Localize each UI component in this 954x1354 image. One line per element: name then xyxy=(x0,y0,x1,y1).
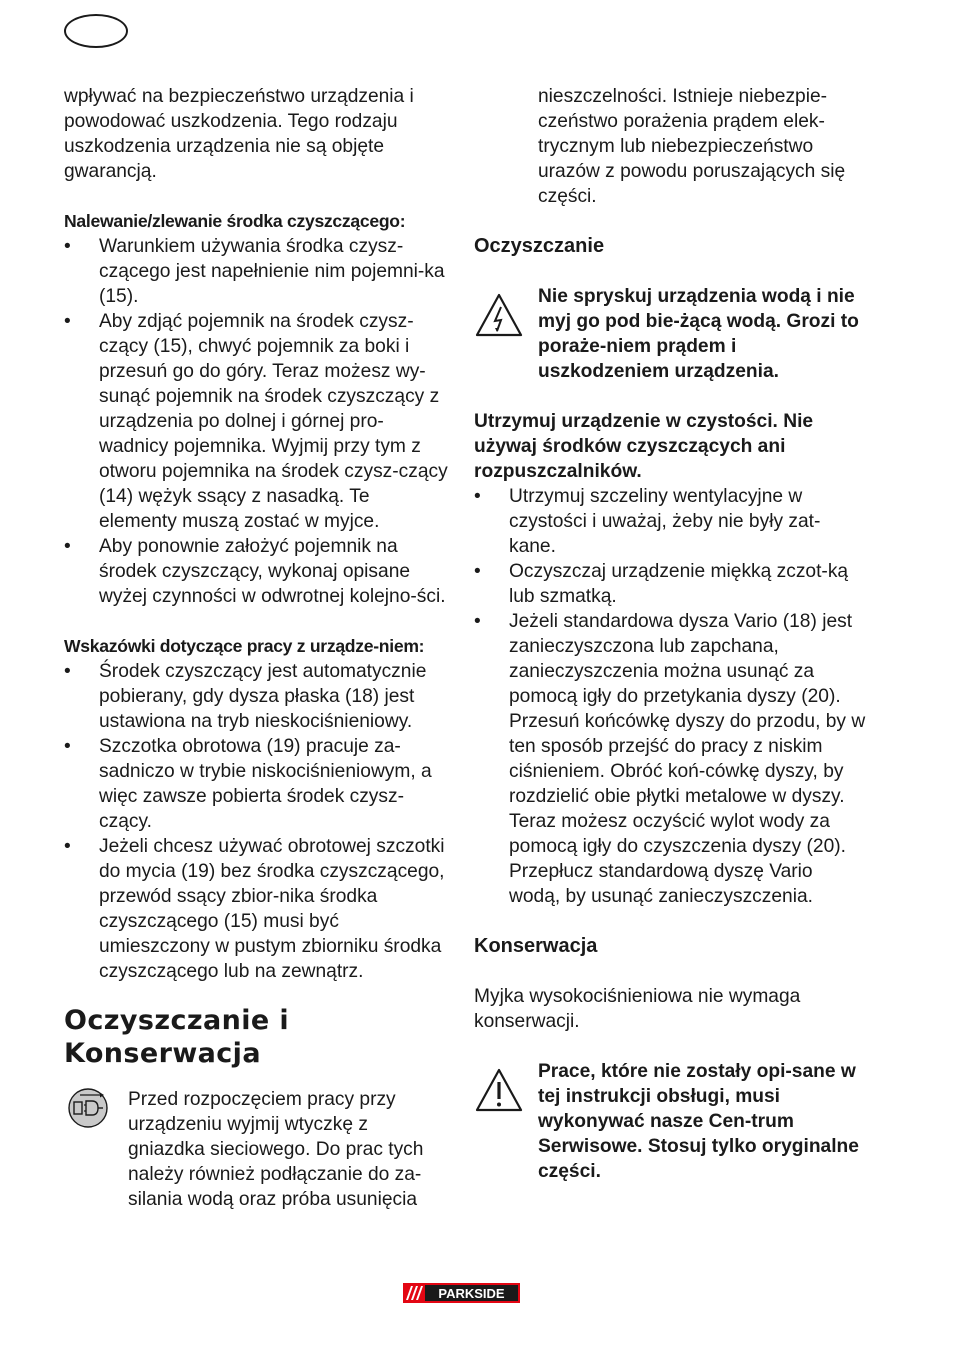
fill-drain-heading: Nalewanie/zlewanie środka czyszczącego: xyxy=(64,211,406,231)
electric-warning-text: Nie spryskuj urządzenia wodą i nie myj go pod bie-żącą wodą. Grozi to poraże-niem prądem i uszkodzeniem urządzenia. xyxy=(538,286,859,382)
electric-shock-warning-icon xyxy=(474,292,524,343)
list-item: • Jeżeli chcesz używać obrotowej szczotki do mycia (19) bez środka czyszczącego, przewód ssący zbior-nika środka czyszczącego (15) musi być umieszczony w pustym zbiorniku środka czyszczącego lub na zewnątrz. xyxy=(64,836,445,982)
bullet-icon: • xyxy=(64,311,71,332)
list-item: • Oczyszczaj urządzenie miękką zczot-ką lub szmatką. xyxy=(474,561,849,607)
intro-paragraph: wpływać na bezpieczeństwo urządzenia i powodować uszkodzenia. Tego rodzaju uszkodzenia urządzenia nie są objęte gwarancją. xyxy=(64,86,414,182)
list-item: • Aby zdjąć pojemnik na środek czysz-czący (15), chwyć pojemnik za boki i przesuń go do góry. Teraz możesz wy-sunąć pojemnik na środek czyszczący z urządzenia po dolnej i górnej pro-wadnicy pojemnika. Wyjmij przy tym z otworu pojemnika na środek czysz-czący (14) wężyk ssący z nasadką. Te elementy muszą zostać w myjce. xyxy=(64,311,448,532)
right-column xyxy=(474,84,866,1184)
bullet-icon: • xyxy=(64,536,71,557)
fill-drain-list xyxy=(64,234,450,609)
keep-clean-paragraph: Utrzymuj urządzenie w czystości. Nie używaj środków czyszczących ani rozpuszczalników. xyxy=(474,411,814,482)
bullet-icon: • xyxy=(64,736,71,757)
list-item: • Warunkiem używania środka czysz-czącego jest napełnienie nim pojemni-ka (15). xyxy=(64,236,445,307)
unplug-text: Przed rozpoczęciem pracy przy urządzeniu wyjmij wtyczkę z gniazdka sieciowego. Do prac tych należy również podłączanie do za-silania wodą oraz próba usunięcia xyxy=(128,1089,424,1210)
service-warning xyxy=(474,1059,866,1184)
parkside-logo xyxy=(403,1283,520,1303)
unplug-notice xyxy=(64,1087,450,1212)
unplug-plug-icon xyxy=(64,1087,112,1134)
maintenance-text: Myjka wysokociśnieniowa nie wymaga konserwacji. xyxy=(474,986,801,1032)
exclamation-warning-icon xyxy=(474,1067,524,1118)
list-item: • Środek czyszczący jest automatycznie pobierany, gdy dysza płaska (18) jest ustawiona na tryb nieskociśnieniowy. xyxy=(64,661,427,732)
cleaning-list xyxy=(474,484,866,909)
language-badge xyxy=(64,14,128,48)
bullet-icon: • xyxy=(474,611,481,632)
electric-warning xyxy=(474,284,866,384)
bullet-icon: • xyxy=(64,661,71,682)
service-warning-text: Prace, które nie zostały opi-sane w tej instrukcji obsługi, musi wykonywać nasze Cen-trum Serwisowe. Stosuj tylko oryginalne części. xyxy=(538,1061,859,1182)
work-tips-list xyxy=(64,659,450,984)
work-tips-heading: Wskazówki dotyczące pracy z urządze-niem: xyxy=(64,636,425,656)
main-section-heading: Oczyszczanie i Konserwacja xyxy=(64,1005,290,1069)
list-item: • Utrzymuj szczeliny wentylacyjne w czystości i uważaj, żeby nie były zat-kane. xyxy=(474,486,821,557)
bullet-icon: • xyxy=(474,486,481,507)
svg-text:PARKSIDE: PARKSIDE xyxy=(438,1286,505,1301)
bullet-icon: • xyxy=(64,836,71,857)
list-item: • Jeżeli standardowa dysza Vario (18) jest zanieczyszczona lub zapchana, zanieczyszczenia można usunąć za pomocą igły do przetykania dyszy (20). Przesuń końcówkę dyszy do przodu, by w ten sposób przejść do pracy z niskim ciśnieniem. Obróć koń-cówkę dyszy, by rozdzielić obie płytki metalowe w dyszy. Teraz możesz oczyścić wylot wody za pomocą igły do czyszczenia dyszy (20). Przepłucz standardową dyszę Vario wodą, by usunąć zanieczyszczenia. xyxy=(474,611,866,907)
list-item: • Szczotka obrotowa (19) pracuje za-sadniczo w trybie niskociśnieniowym, a więc zawsze pobierta środek czysz-czący. xyxy=(64,736,432,832)
continued-paragraph: nieszczelności. Istnieje niebezpie-czeństwo porażenia prądem elek-trycznym lub niebezpieczeństwo urazów z powodu poruszających się części. xyxy=(538,86,846,207)
bullet-icon: • xyxy=(64,236,71,257)
bullet-icon: • xyxy=(474,561,481,582)
left-column xyxy=(64,84,450,1212)
cleaning-heading: Oczyszczanie xyxy=(474,235,605,257)
maintenance-heading: Konserwacja xyxy=(474,935,598,957)
list-item: • Aby ponownie założyć pojemnik na środek czyszczący, wykonaj opisane wyżej czynności w odwrotnej kolejno-ści. xyxy=(64,536,446,607)
